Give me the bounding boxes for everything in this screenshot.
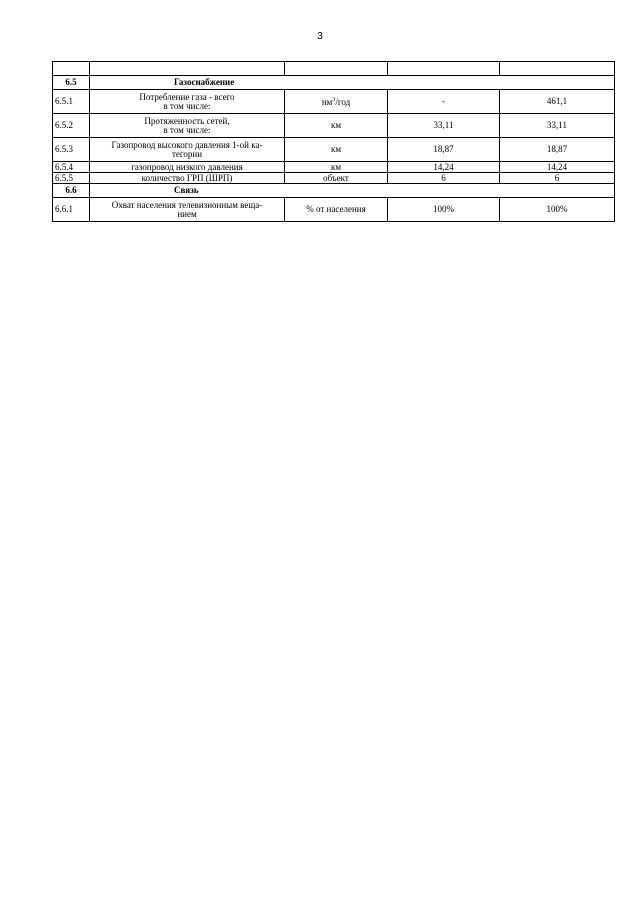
- table-row: [53, 90, 615, 114]
- row-unit: % от населения: [285, 198, 388, 222]
- row-name-line: Охват населения телевизионным веща-: [111, 199, 263, 210]
- section-row-gas-supply: [53, 76, 615, 90]
- row-name: [90, 114, 285, 138]
- blank-header-row: [53, 62, 615, 76]
- row-unit: км: [285, 162, 388, 173]
- section-row-communications: [53, 184, 615, 198]
- blank-cell: [500, 62, 615, 76]
- row-number: 6.5.4: [53, 162, 90, 173]
- row-number: 6.5.3: [53, 138, 90, 162]
- unit-prefix: нм: [321, 97, 333, 107]
- row-name-line: Протяженность сетей,: [144, 115, 230, 126]
- table-row: [53, 138, 615, 162]
- row-value-1: 14,24: [388, 162, 500, 173]
- row-number: 6.5.1: [53, 90, 90, 114]
- row-value-1: 18,87: [388, 138, 500, 162]
- row-unit: км: [285, 138, 388, 162]
- row-unit: [285, 90, 388, 114]
- row-value-1: 100%: [388, 198, 500, 222]
- indicators-table: [52, 61, 615, 222]
- section-number: 6.6: [53, 184, 90, 198]
- blank-cell: [90, 62, 285, 76]
- table-row: [53, 198, 615, 222]
- table-row: [53, 114, 615, 138]
- row-name-line: тегории: [171, 148, 203, 159]
- row-value-2: 461,1: [500, 90, 615, 114]
- table-row: [53, 173, 615, 184]
- blank-cell: [285, 62, 388, 76]
- row-unit: км: [285, 114, 388, 138]
- row-value-2: 33,11: [500, 114, 615, 138]
- row-name-line: Потребление газа - всего: [139, 91, 235, 102]
- section-number: 6.5: [53, 76, 90, 90]
- blank-cell: [388, 62, 500, 76]
- section-title: Газоснабжение: [90, 76, 615, 90]
- row-name: количество ГРП (ШРП): [90, 173, 285, 184]
- row-value-1: 33,11: [388, 114, 500, 138]
- row-name: газопровод низкого давления: [90, 162, 285, 173]
- row-name: [90, 198, 285, 222]
- blank-cell: [53, 62, 90, 76]
- row-name-line: в том числе:: [163, 124, 211, 135]
- row-name-line: нием: [177, 208, 197, 219]
- section-title: Связь: [90, 184, 615, 198]
- unit-suffix: /год: [335, 97, 351, 107]
- row-value-2: 14,24: [500, 162, 615, 173]
- row-name: [90, 138, 285, 162]
- row-number: 6.5.2: [53, 114, 90, 138]
- row-name: [90, 90, 285, 114]
- row-name-line: в том числе:: [163, 100, 211, 111]
- row-value-1: 6: [388, 173, 500, 184]
- row-unit: объект: [285, 173, 388, 184]
- row-value-2: 6: [500, 173, 615, 184]
- unit-superscript: 3: [332, 97, 336, 103]
- row-value-2: 18,87: [500, 138, 615, 162]
- row-value-1: -: [388, 90, 500, 114]
- page-number: 3: [317, 31, 323, 42]
- table-row: [53, 162, 615, 173]
- row-name-line: Газопровод высокого давления 1-ой ка-: [111, 139, 263, 150]
- row-value-2: 100%: [500, 198, 615, 222]
- row-number: 6.5.5: [53, 173, 90, 184]
- row-number: 6.6.1: [53, 198, 90, 222]
